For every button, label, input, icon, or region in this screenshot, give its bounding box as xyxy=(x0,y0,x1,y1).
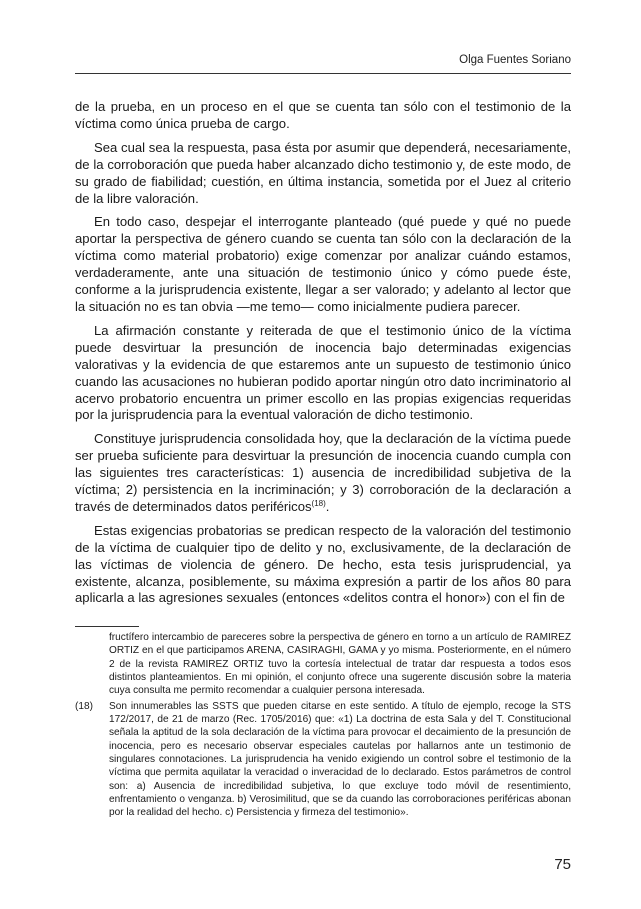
page-number: 75 xyxy=(554,856,571,873)
running-head: Olga Fuentes Soriano xyxy=(459,54,571,66)
paragraph-text: Constituye jurisprudencia consolidada hoy, que la declaración de la víctima puede ser prueba suficiente para desvirtuar la presunción de inocencia cuando cumpla con las siguientes tres características: 1) ausencia de incredibilidad subjetiva de la víctima; 2) persistencia en la incriminación; y 3) corroboración de la declaración a través de determinados datos periféricos xyxy=(75,431,571,514)
paragraph: En todo caso, despejar el interrogante planteado (qué puede y qué no puede aportar la perspectiva de género cuando se cuenta tan sólo con la declaración de la víctima como material probatorio) exige comenzar por analizar cuándo estamos, verdaderamente, ante una situación de testimonio único y cómo puede éste, conforme a la jurisprudencia existente, llegar a ser valorado; y adelanto al lector que la situación no es tan obvia —me temo— como inicialmente pudiera parecer. xyxy=(75,214,571,314)
footnote-item xyxy=(75,700,571,820)
paragraph: La afirmación constante y reiterada de que el testimonio único de la víctima puede desvirtuar la presunción de inocencia bajo determinadas exigencias valorativas y la evidencia de que estaremos ante un supuesto de testimonio único cuando las acusaciones no hubieran podido aportar ningún otro dato incriminatorio al acervo probatorio encuentra un primer escollo en las propias exigencias requeridas por la jurisprudencia para la eventual valoración de dicho testimonio. xyxy=(75,322,571,423)
main-text xyxy=(75,99,571,614)
footnote-continued: fructífero intercambio de pareceres sobre la perspectiva de género en torno a un artículo de RAMIREZ ORTIZ en el que participamos ARENA, CASIRAGHI, GAMA y yo misma. Posteriormente, en el número 2 de la revista RAMIREZ ORTIZ tuvo la cortesía intelectual de tratar dar respuesta a todos esos distintos planteamientos. En mi opinión, el conjunto ofrece una sugerente discusión sobre la materia cuya consulta me permito recomendar a cualquier persona interesada. xyxy=(109,632,571,697)
paragraph: de la prueba, en un proceso en el que se cuenta tan sólo con el testimonio de la víctima como única prueba de cargo. xyxy=(75,99,571,131)
paragraph: Estas exigencias probatorias se predican respecto de la valoración del testimonio de la víctima de cualquier tipo de delito y no, exclusivamente, de la declaración de las víctimas de violencia de género. De hecho, esta tesis jurisprudencial, ya existente, alcanza, posiblemente, su máxima expresión a partir de los años 80 para aplicarla a las agresiones sexuales (entonces «delitos contra el honor») con el fin de xyxy=(75,522,571,606)
footnote-text: Son innumerables las SSTS que pueden citarse en este sentido. A título de ejemplo, recoge la STS 172/2017, de 21 de marzo (Rec. 1705/2016) que: «1) La doctrina de esta Sala y del T. Constitucional señala la aptitud de la sola declaración de la víctima para provocar el decaimiento de la presunción de inocencia, pero es necesario observar especiales cautelas por hallarnos ante un testimonio de singulares connotaciones. La jurisprudencia ha venido exigiendo un control sobre el testimonio de la víctima que permita aquilatar la veracidad o inveracidad de lo declarado. Estos parámetros de control son: a) Ausencia de incredibilidad subjetiva, lo que excluye todo móvil de resentimiento, enfrentamiento o venganza. b) Verosimilitud, que se da cuando las corroboraciones periféricas abonan por la realidad del hecho. c) Persistencia y firmeza del testimonio». xyxy=(109,700,571,819)
footnote-reference[interactable]: (18) xyxy=(311,498,326,508)
footnote-separator xyxy=(75,626,139,627)
footnote-number: (18) xyxy=(75,700,93,712)
paragraph: Sea cual sea la respuesta, pasa ésta por asumir que dependerá, necesariamente, de la corroboración que pueda haber alcanzado dicho testimonio y, de este modo, de su grado de fiabilidad; cuestión, en última instancia, sometida por el Juez al criterio de la libre valoración. xyxy=(75,139,571,206)
header-rule xyxy=(75,73,571,74)
footnotes xyxy=(75,631,571,820)
paragraph-with-footnote: Constituye jurisprudencia consolidada hoy, que la declaración de la víctima puede ser prueba suficiente para desvirtuar la presunción de inocencia cuando cumpla con las siguientes tres características: 1) ausencia de incredibilidad subjetiva de la víctima; 2) persistencia en la incriminación; y 3) corroboración de la declaración a través de determinados datos periféricos$^{(18)}$. xyxy=(75,431,571,514)
